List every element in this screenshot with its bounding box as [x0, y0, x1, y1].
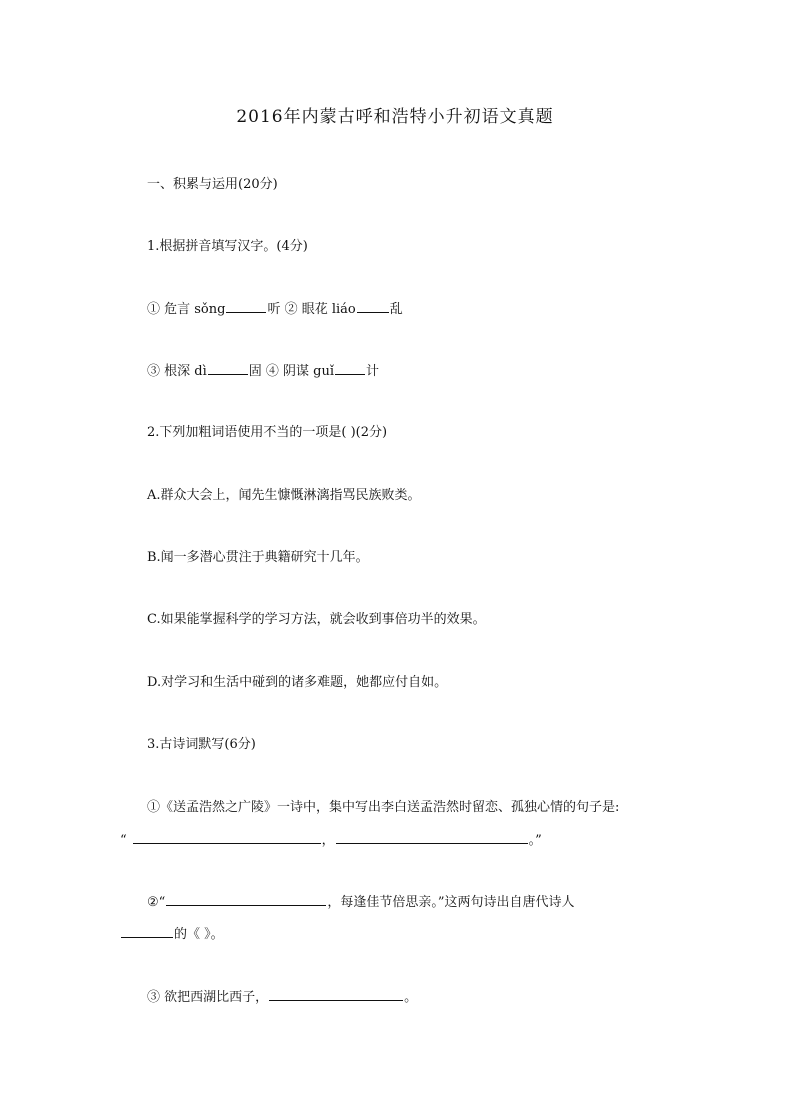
item2-line2-suffix: 的《 》。: [174, 927, 224, 942]
close-quote: 。”: [528, 833, 542, 848]
q1-item3-prefix: ③ 根深 dì: [147, 364, 207, 379]
question-3-item-1-answer-line: [120, 831, 542, 850]
answer-blank: [121, 925, 173, 938]
answer-blank: [357, 300, 389, 313]
q1-item4-prefix: 固 ④ 阴谋 guǐ: [248, 364, 334, 379]
q1-item1-prefix: ① 危言 sǒng: [147, 302, 226, 317]
answer-blank: [133, 831, 321, 844]
document-title: 2016年内蒙古呼和浩特小升初语文真题: [236, 107, 554, 127]
answer-blank: [336, 831, 528, 844]
answer-blank: [335, 362, 365, 375]
question-2-option-a: A.群众大会上，闻先生慷慨淋漓指骂民族败类。: [147, 488, 421, 503]
question-2-option-c: C.如果能掌握科学的学习方法，就会收到事倍功半的效果。: [147, 612, 486, 627]
section-heading: 一、积累与运用(20分): [147, 177, 278, 192]
item3-prefix: ③ 欲把西湖比西子，: [147, 990, 269, 1005]
question-2-stem: 2.下列加粗词语使用不当的一项是( )(2分): [147, 425, 388, 440]
question-3-item-3: [147, 988, 417, 1007]
question-3-item-1-text: ①《送孟浩然之广陵》一诗中，集中写出李白送孟浩然时留恋、孤独心情的句子是:: [147, 800, 620, 815]
q1-item2-suffix: 乱: [389, 302, 403, 317]
q1-item2-prefix: 听 ② 眼花 liáo: [267, 302, 356, 317]
item2-prefix: ②“: [147, 895, 166, 910]
question-3-item-2-line-1: [147, 893, 574, 912]
open-quote: “: [120, 833, 127, 848]
answer-blank: [166, 893, 326, 906]
item3-suffix: 。: [404, 990, 418, 1005]
question-2-option-d: D.对学习和生活中碰到的诸多难题，她都应付自如。: [147, 675, 448, 690]
question-2-option-b: B.闻一多潜心贯注于典籍研究十几年。: [147, 550, 369, 565]
question-1-stem: 1.根据拼音填写汉字。(4分): [147, 239, 308, 254]
q1-item4-suffix: 计: [366, 364, 380, 379]
answer-blank: [269, 988, 403, 1001]
item2-suffix: ，每逢佳节倍思亲。”这两句诗出自唐代诗人: [327, 895, 575, 910]
answer-blank: [226, 300, 266, 313]
question-3-stem: 3.古诗词默写(6分): [147, 737, 256, 752]
question-1-line-1: [147, 300, 403, 319]
question-3-item-2-line-2: [120, 925, 224, 944]
answer-blank: [208, 362, 248, 375]
comma: ，: [321, 833, 335, 848]
question-1-line-2: [147, 362, 379, 381]
